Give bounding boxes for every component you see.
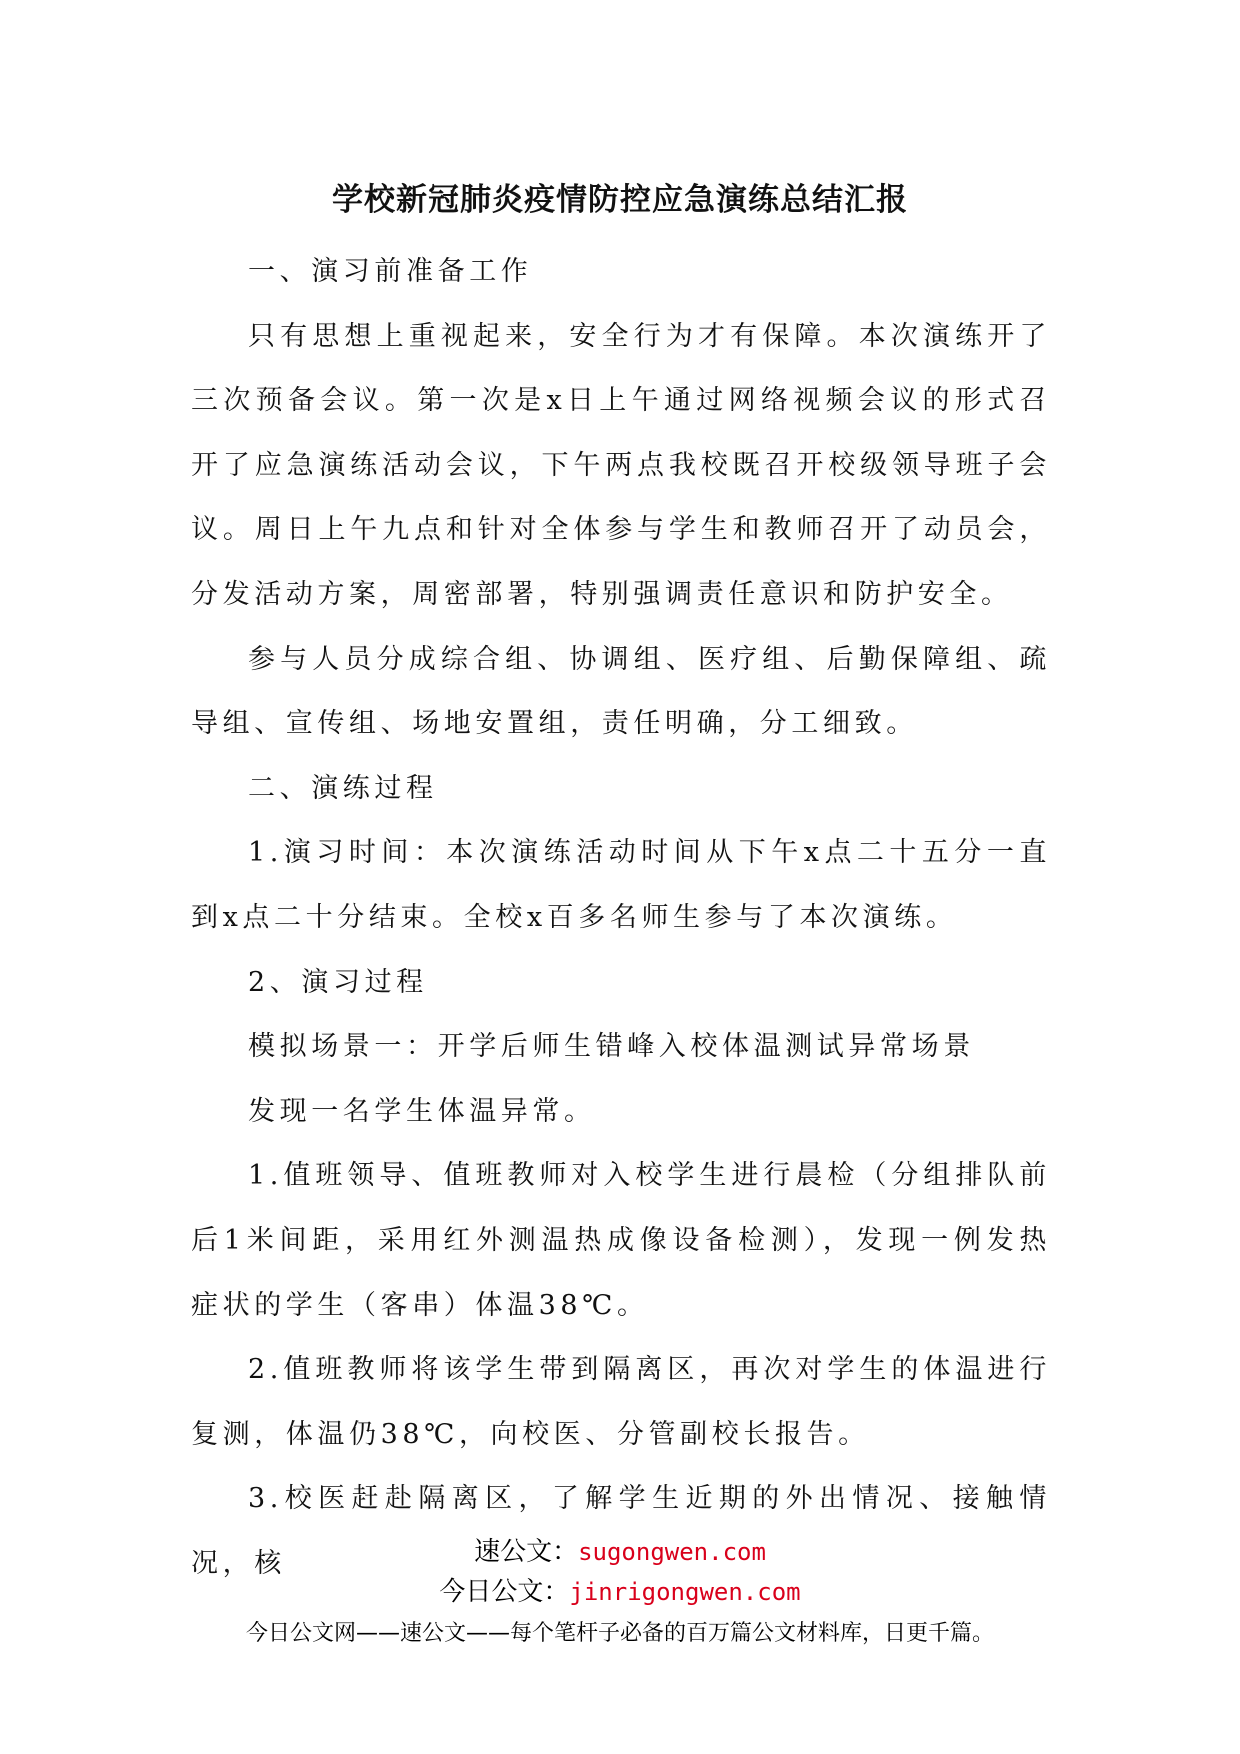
footer-jinrigongwen-label: 今日公文：: [439, 1577, 570, 1607]
paragraph-groups: 参与人员分成综合组、协调组、医疗组、后勤保障组、疏导组、宣传组、场地安置组，责任明确，分工细致。: [191, 643, 1051, 740]
section-heading-preparation: 一、演习前准备工作: [248, 256, 533, 287]
footer-sugongwen-link[interactable]: sugongwen.com: [578, 1538, 766, 1566]
footer-sugongwen-label: 速公文：: [474, 1537, 579, 1567]
document-title: 学校新冠肺炎疫情防控应急演练总结汇报: [332, 182, 908, 218]
paragraph-step-one: 1.值班领导、值班教师对入校学生进行晨检（分组排队前后1米间距，采用红外测温热成像设备检测），发现一例发热症状的学生（客串）体温38℃。: [191, 1160, 1051, 1321]
paragraph-abnormal-temperature: 发现一名学生体温异常。: [248, 1095, 596, 1127]
subheading-drill-process: 2、演习过程: [248, 966, 428, 998]
paragraph-preparation-meetings: 只有思想上重视起来，安全行为才有保障。本次演练开了三次预备会议。第一次是x日上午通过网络视频会议的形式召开了应急演练活动会议，下午两点我校既召开校级领导班子会议。周日上午九点和针对全体参与学生和教师召开了动员会，分发活动方案，周密部署，特别强调责任意识和防护安全。: [191, 320, 1051, 610]
footer-jinrigongwen: [0, 1574, 1240, 1610]
footer-tagline: 今日公文网——速公文——每个笔杆子必备的百万篇公文材料库，日更千篇。: [245, 1621, 994, 1646]
footer-jinrigongwen-link[interactable]: jinrigongwen.com: [569, 1578, 801, 1606]
paragraph-drill-time: 1.演习时间：本次演练活动时间从下午x点二十五分一直到x点二十分结束。全校x百多名师生参与了本次演练。: [191, 837, 1051, 933]
paragraph-scenario-one: 模拟场景一：开学后师生错峰入校体温测试异常场景: [248, 1031, 975, 1063]
section-heading-process: 二、演练过程: [248, 772, 438, 804]
paragraph-step-three: 3.校医赶赴隔离区，了解学生近期的外出情况、接触情况，核: [191, 1483, 1051, 1579]
document-body: [191, 240, 1051, 1596]
paragraph-step-two: 2.值班教师将该学生带到隔离区，再次对学生的体温进行复测，体温仍38℃，向校医、分管副校长报告。: [191, 1354, 1051, 1450]
footer-sugongwen: [0, 1534, 1240, 1570]
